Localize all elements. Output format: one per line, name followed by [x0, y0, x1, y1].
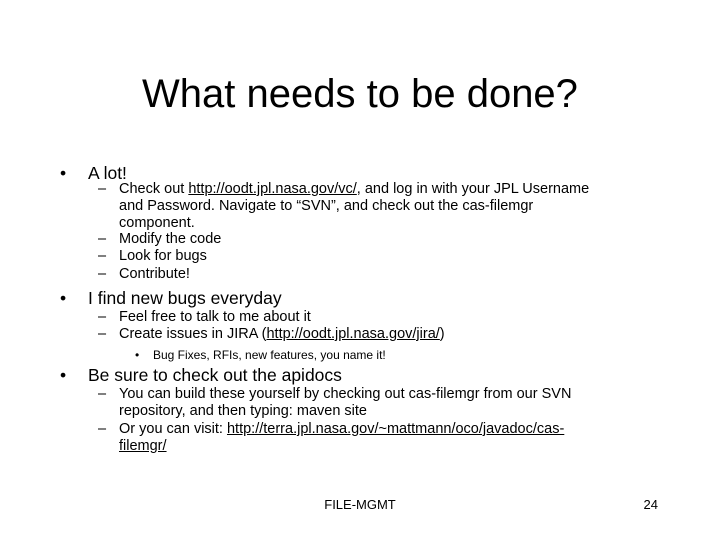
bullet-text: I find new bugs everyday — [88, 288, 282, 308]
text-segment: Contribute! — [119, 266, 190, 282]
sub-sub-item-text: Bug Fixes, RFIs, new features, you name it! — [153, 348, 386, 362]
dash-marker: – — [98, 248, 107, 264]
hyperlink[interactable]: http://terra.jpl.nasa.gov/~mattmann/oco/javadoc/cas- — [226, 421, 565, 437]
page-number: 24 — [643, 497, 658, 512]
dash-marker: – — [98, 326, 107, 342]
dash-marker: – — [98, 181, 107, 197]
text-segment: repository, and then typing: maven site — [119, 403, 367, 419]
dash-marker: – — [98, 309, 107, 325]
text-segment: Check out — [119, 181, 189, 197]
footer-label: FILE-MGMT — [324, 497, 396, 512]
bullet-marker: • — [60, 288, 67, 308]
dash-marker: – — [98, 386, 107, 402]
bullet-text: A lot! — [88, 163, 127, 183]
sub-item-text — [119, 386, 571, 403]
sub-item-text — [119, 403, 367, 420]
sub-item-text — [119, 181, 589, 198]
text-segment: and Password. Navigate to “SVN”, and check out the cas-filemgr — [119, 198, 534, 214]
hyperlink[interactable]: filemgr/ — [119, 438, 167, 454]
bullet-marker: • — [60, 163, 67, 183]
text-segment: You can build these yourself by checking out cas-filemgr from our SVN — [119, 386, 572, 402]
hyperlink[interactable]: http://oodt.jpl.nasa.gov/jira/ — [266, 326, 440, 342]
text-segment: , and log in with your JPL Username — [356, 181, 590, 197]
text-segment: ) — [439, 326, 445, 342]
sub-item-text — [119, 326, 445, 343]
hyperlink[interactable]: http://oodt.jpl.nasa.gov/vc/ — [188, 181, 357, 197]
sub-item-text — [119, 266, 190, 283]
text-segment: Create issues in JIRA ( — [119, 326, 267, 342]
sub-item-text — [119, 309, 311, 326]
text-segment: Feel free to talk to me about it — [119, 309, 311, 325]
dash-marker: – — [98, 231, 107, 247]
sub-item-text — [119, 438, 167, 455]
text-segment: Or you can visit: — [119, 421, 227, 437]
text-segment: Look for bugs — [119, 248, 207, 264]
text-segment: component. — [119, 215, 195, 231]
sub-item-text — [119, 248, 207, 265]
slide-title: What needs to be done? — [142, 72, 578, 116]
dash-marker: – — [98, 266, 107, 282]
text-segment: Modify the code — [119, 231, 222, 247]
bullet-text: Be sure to check out the apidocs — [88, 365, 342, 385]
sub-item-text — [119, 198, 533, 215]
bullet-marker: • — [60, 365, 67, 385]
sub-item-text — [119, 231, 221, 248]
sub-item-text — [119, 421, 564, 438]
bullet-marker: • — [135, 348, 140, 362]
sub-item-text — [119, 215, 195, 232]
dash-marker: – — [98, 421, 107, 437]
